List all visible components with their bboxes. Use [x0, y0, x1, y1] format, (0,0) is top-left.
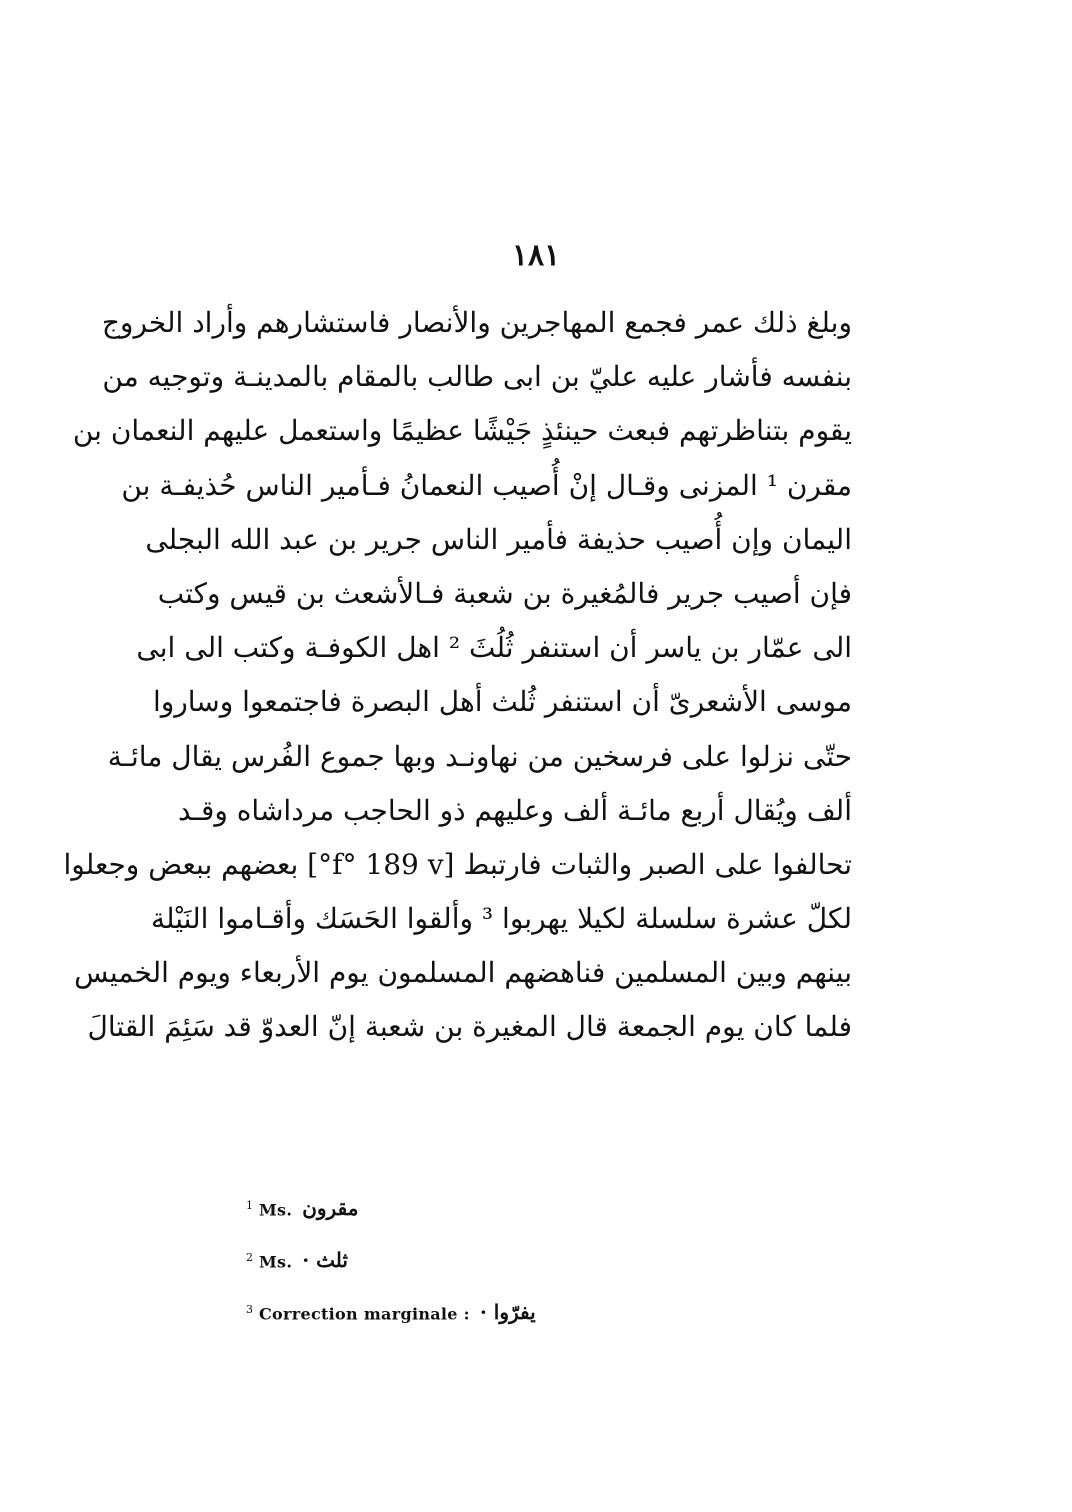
footnote-marker: 1	[246, 1199, 253, 1212]
footnote-arabic-text: يفرّوا ·	[479, 1300, 536, 1325]
footnote-arabic-text: ثلث ·	[302, 1248, 348, 1273]
text-line-7: الى عمّار بن ياسر أن استنفر ثُلُثَ ² اهل الكوفـة وكتب الى ابى	[136, 631, 852, 665]
text-line-12: لكلّ عشرة سلسلة لكيلا يهربوا ³ وألقوا الحَسَك وأقـاموا النَيْلة	[150, 902, 852, 936]
text-line-11: تحالفوا على الصبر والثبات فارتبط [f° 189 v°] بعضهم ببعض وجعلوا	[63, 847, 852, 881]
footnote-arabic-text: مقرون	[302, 1196, 359, 1221]
text-line-4: مقرن ¹ المزنى وقـال إنْ أُصيب النعمانُ فـأمير الناس حُذيفـة بن	[121, 468, 852, 502]
text-line-2: بنفسه فأشار عليه عليّ بن ابى طالب بالمقام بالمدينـة وتوجيه من	[102, 360, 852, 394]
text-line-1: وبلغ ذلك عمر فجمع المهاجرين والأنصار فاستشارهم وأراد الخروج	[101, 306, 852, 339]
main-text-block	[63, 296, 852, 1055]
footnote-label: Ms.	[259, 1252, 293, 1272]
footnote-3	[246, 1290, 646, 1342]
footnote-marker: 2	[246, 1251, 253, 1264]
footnotes	[246, 1186, 646, 1342]
text-line-14: فلما كان يوم الجمعة قال المغيرة بن شعبة إنّ العدوّ قد سَئِمَ القتالَ	[87, 1010, 852, 1044]
text-line-8: موسى الأشعرىّ أن استنفر ثُلث أهل البصرة فاجتمعوا وساروا	[152, 685, 852, 719]
text-line-3: يقوم بتناظرتهم فبعث حينئذٍ جَيْشًا عظيمًا واستعمل عليهم النعمان بن	[72, 414, 852, 448]
footnote-label: Ms.	[259, 1200, 293, 1220]
text-line-13: بينهم وبين المسلمين فناهضهم المسلمون يوم الأربعاء ويوم الخميس	[74, 956, 852, 990]
text-line-10: ألف ويُقال أربع مائـة ألف وعليهم ذو الحاجب مرداشاه وقـد	[178, 793, 852, 827]
footnote-marker: 3	[246, 1303, 253, 1316]
text-line-5: اليمان وإن أُصيب حذيفة فأمير الناس جرير بن عبد الله البجلى	[145, 522, 852, 556]
footnote-1	[246, 1186, 646, 1238]
page-number: ١٨١	[511, 238, 561, 273]
text-line-9: حتّى نزلوا على فرسخين من نهاونـد وبها جموع الفُرس يقال مائـة	[107, 739, 852, 773]
footnote-2	[246, 1238, 646, 1290]
text-line-6: فإن أصيب جرير فالمُغيرة بن شعبة فـالأشعث بن قيس وكتب	[157, 576, 852, 610]
footnote-label: Correction marginale :	[259, 1304, 470, 1324]
